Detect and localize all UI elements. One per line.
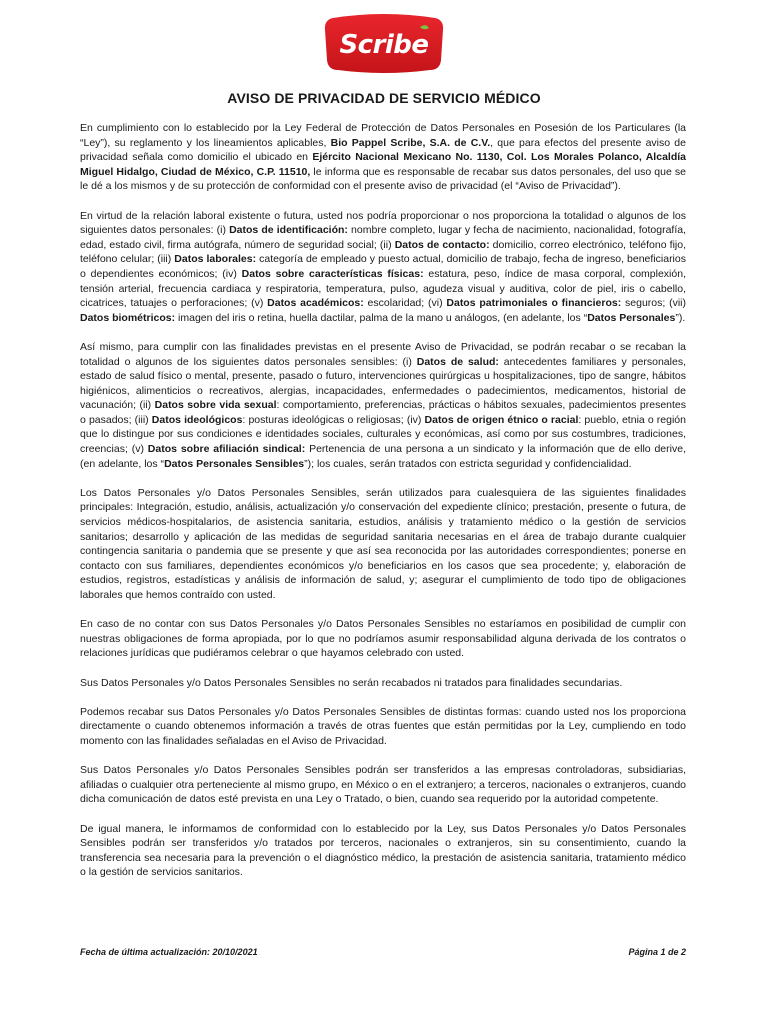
logo-text: Scribe <box>339 30 429 60</box>
bold-term: Datos sobre afiliación sindical: <box>147 443 306 456</box>
bold-term: Datos académicos: <box>267 297 364 310</box>
text-run: ”); los cuales, serán tratados con estricta seguridad y confidencialidad. <box>304 457 632 470</box>
paragraph <box>80 763 686 807</box>
text-run: De igual manera, le informamos de conformidad con lo establecido por la Ley, sus Datos Personales y/o Datos Personales Sensibles podrán ser transferidos y/o tratados por terceros, nacionales o extranjeros, sin su consentimiento, cuando la transferencia sea necesaria para la prevención o el diagnóstico médico, la prestación de asistencia sanitaria, tratamiento médico o la gestión de servicios sanitarios. <box>80 822 686 879</box>
bold-term: Datos de origen étnico o racial <box>424 413 579 426</box>
bold-term: Datos patrimoniales o financieros: <box>446 297 622 310</box>
bold-term: Datos biométricos: <box>80 311 176 324</box>
bold-term: Datos sobre características físicas: <box>241 267 424 280</box>
text-run: , que para efectos del presente aviso de privacidad señala como domicilio el ubicado en <box>80 136 686 164</box>
text-run: nombre completo, lugar y fecha de nacimiento, nacionalidad, fotografía, edad, estado civil, firma autógrafa, número de seguridad social; (ii) <box>80 224 687 251</box>
text-run: ”). <box>675 311 686 324</box>
text-run: escolaridad; (vi) <box>363 297 447 310</box>
text-run: estatura, peso, índice de masa corporal, complexión, tensión arterial, frecuencia cardiaca y respiratoria, temperatura, pulso, agudeza visual y auditiva, color de piel, iris o cabello, cicatrices, tatuajes o perforaciones; (v) <box>80 267 686 310</box>
logo-container <box>0 12 768 74</box>
privacy-notice-body <box>80 121 686 894</box>
text-run: : comportamiento, preferencias, prácticas o hábitos sexuales, padecimientos presentes o pasados; (iii) <box>80 399 687 426</box>
paragraph <box>80 617 686 661</box>
page-footer <box>80 947 686 957</box>
bold-term: Ejército Nacional Mexicano No. 1130, Col. Los Morales Polanco, Alcaldía Miguel Hidalgo, Ciudad de México, C.P. 11510, <box>80 151 686 178</box>
bold-term: Datos sobre vida sexual <box>154 399 277 412</box>
paragraph <box>80 822 686 880</box>
bold-term: Datos de salud: <box>416 355 499 368</box>
text-run: En virtud de la relación laboral existente o futura, usted nos podría proporcionar o nos proporciona la totalidad o algunos de los siguientes datos personales: (i) <box>80 209 686 237</box>
text-run: seguros; (vii) <box>621 297 687 310</box>
text-run: domicilio, correo electrónico, teléfono fijo, teléfono celular; (iii) <box>80 238 687 266</box>
text-run: categoría de empleado y puesto actual, domicilio de trabajo, fecha de ingreso, beneficiarios o dependientes económicos; (iv) <box>80 253 686 280</box>
paragraph <box>80 209 686 326</box>
paragraph <box>80 705 686 749</box>
page-title: AVISO DE PRIVACIDAD DE SERVICIO MÉDICO <box>227 90 541 106</box>
last-updated-date: Fecha de última actualización: 20/10/2021 <box>80 947 258 957</box>
text-run: le informa que es responsable de recabar sus datos personales, del uso que se le dé a los mismos y de su protección de conformidad con el presente aviso de privacidad (el “Aviso de Privacidad”). <box>80 165 687 193</box>
paragraph <box>80 676 686 691</box>
text-run: En caso de no contar con sus Datos Personales y/o Datos Personales Sensibles no estaríamos en posibilidad de cumplir con nuestras obligaciones de forma apropiada, por lo que no podríamos asumir responsabilidad alguna derivada de los contratos o relaciones jurídicas que pudiéramos celebrar o que hayamos celebrado con usted. <box>80 618 686 660</box>
text-run: antecedentes familiares y personales, estado de salud físico o mental, presente, pasado o futuro, intervenciones quirúrgicas u hospitalizaciones, tipo de sangre, hábitos higiénicos, alimenticios o recreativos, alergias, incapacidades, enfermedades o padecimientos, medicamentos, historial de vacunación; (ii) <box>80 355 686 412</box>
text-run: Los Datos Personales y/o Datos Personales Sensibles, serán utilizados para cualesquiera de las siguientes finalidades principales: Integración, estudio, análisis, actualización y/o conservación del expediente clínico; prestación, presente o futura, de servicios médicos-hospitalarios, de asistencia sanitaria, estudios, análisis y tratamiento médico o la gestión de servicios sanitarios; desarrollo y aplicación de las medidas de seguridad sanitaria necesarias en el área de trabajo durante cualquier contingencia sanitaria o pandemia que se presente y que así sea reconocida por las autoridades correspondientes; ponerse en contacto con sus familiares, dependientes económicos y/o beneficiarios en los casos que sea procedente; y, elaboración de estudios, registros, estadísticas y análisis de información de salud, y; asegurar el cumplimiento de todo tipo de obligaciones laborales que hemos contraído con usted. <box>80 486 686 601</box>
text-run: Así mismo, para cumplir con las finalidades previstas en el presente Aviso de Privacidad, se podrán recabar o se recaban la totalidad o algunos de los siguientes datos personales sensibles: (i) <box>80 340 686 368</box>
text-run: Sus Datos Personales y/o Datos Personales Sensibles no serán recabados ni tratados para finalidades secundarias. <box>80 676 623 689</box>
page-number: Página 1 de 2 <box>628 947 686 957</box>
text-run: En cumplimiento con lo establecido por la Ley Federal de Protección de Datos Personales en Posesión de los Particulares (la “Ley”), su reglamento y los lineamientos aplicables, <box>80 122 686 149</box>
bold-term: Datos Personales Sensibles <box>164 457 305 470</box>
text-run: : posturas ideológicas o religiosas; (iv) <box>242 413 425 426</box>
bold-term: Bio Pappel Scribe, S.A. de C.V. <box>330 136 491 149</box>
text-run: Sus Datos Personales y/o Datos Personales Sensibles podrán ser transferidos a las empresas controladoras, subsidiarias, afiliadas o cualquier otra perteneciente al mismo grupo, en México o en el extranjero; a terceros, nacionales o extranjeros, cuando dicha comunicación de datos esté prevista en una Ley o Tratado, o bien, cuando sea requerido por la autoridad competente. <box>80 764 686 806</box>
text-run: : pueblo, etnia o región que lo distingue por sus condiciones e identidades sociales, culturales y económicas, así como por sus costumbres, tradiciones, creencias; (v) <box>80 413 686 456</box>
text-run: imagen del iris o retina, huella dactilar, palma de la mano u análogos, (en adelante, los “ <box>175 311 588 324</box>
text-run: Pertenencia de una persona a un sindicato y la información que de ello derive, (en adelante, los “ <box>80 443 686 470</box>
bold-term: Datos ideológicos <box>151 413 243 426</box>
paragraph <box>80 486 686 603</box>
bold-term: Datos laborales: <box>174 253 257 266</box>
text-run: Podemos recabar sus Datos Personales y/o Datos Personales Sensibles de distintas formas: cuando usted nos los proporciona directamente o cuando obtenemos información a través de otras fuentes que están permitidas por la Ley, cumpliendo en todo momento con las finalidades señaladas en el Aviso de Privacidad. <box>80 705 686 747</box>
scribe-logo <box>323 12 445 74</box>
bold-term: Datos de identificación: <box>229 224 348 237</box>
paragraph <box>80 121 686 194</box>
paragraph <box>80 340 686 471</box>
bold-term: Datos Personales <box>587 311 676 324</box>
bold-term: Datos de contacto: <box>394 238 490 251</box>
